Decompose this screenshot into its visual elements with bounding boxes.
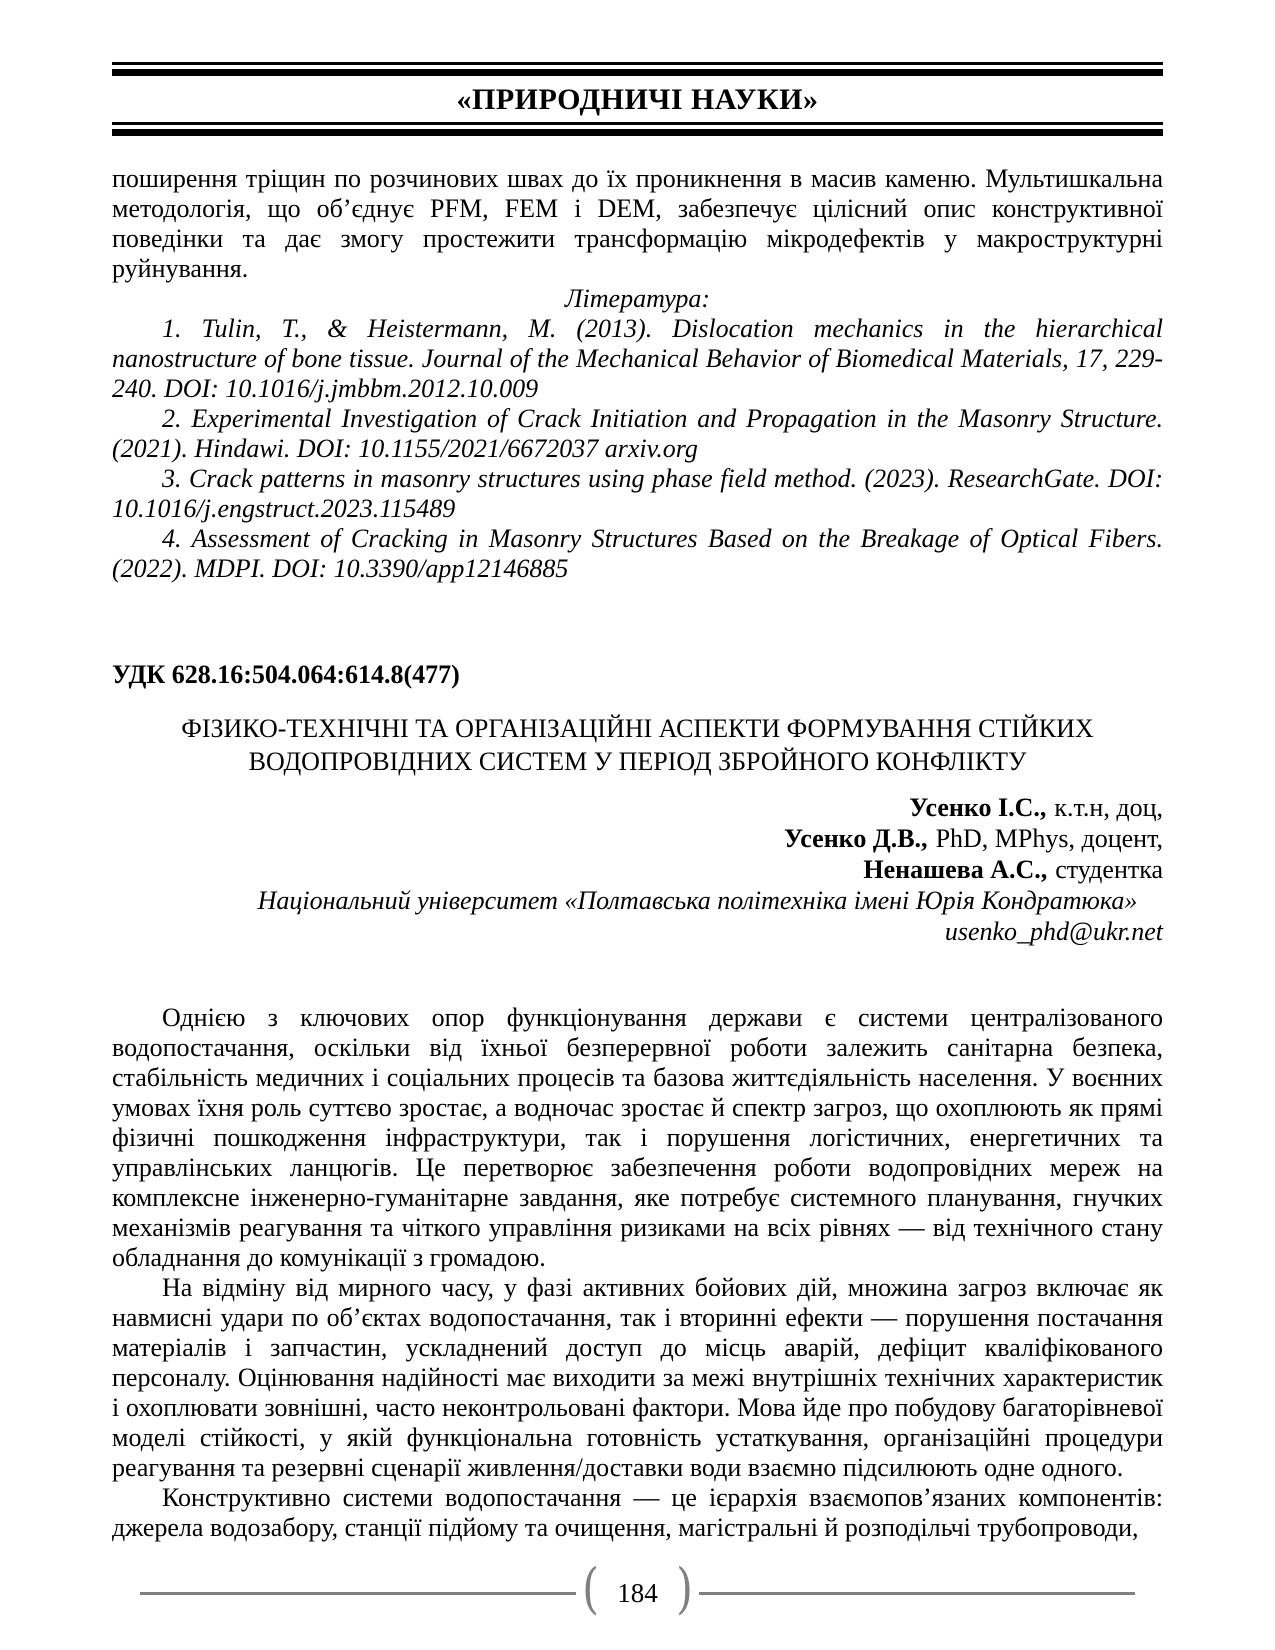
header-band: [112, 62, 1163, 136]
reference-item: 4. Assessment of Cracking in Masonry Structures Based on the Breakage of Optical Fibers. (2022). MDPI. DOI: 10.3390/app12146885: [112, 524, 1163, 583]
article-title-line: ВОДОПРОВІДНИХ СИСТЕМ У ПЕРІОД ЗБРОЙНОГО КОНФЛІКТУ: [248, 747, 1027, 776]
author-role: к.т.н, доц,: [1054, 793, 1163, 822]
header-rule-thin-top: [112, 62, 1163, 65]
body-paragraph: Однією з ключових опор функціонування держави є системи централізованого водопостачання, оскільки від їхньої безперервної роботи залежить санітарна безпека, стабільність медичних і соціальних процесів та базова життєдіяльність населення. У воєнних умовах їхня роль суттєво зростає, а водночас зростає й спектр загроз, що охоплюють як прямі фізичні пошкодження інфраструктури, так і порушення логістичних, енергетичних та управлінських ланцюгів. Це перетворює забезпечення роботи водопровідних мереж на комплексне інженерно-гуманітарне завдання, яке потребує системного планування, гнучких механізмів реагування та чіткого управління ризиками на всіх рівнях — від технічного стану обладнання до комунікації з громадою.: [112, 1003, 1163, 1272]
author-line: [112, 792, 1163, 823]
page-bracket-left-icon: (: [582, 1557, 600, 1620]
affiliation: Національний університет «Полтавська політехніка імені Юрія Кондратюка»: [257, 886, 1138, 915]
article-title: [112, 712, 1163, 778]
body-paragraph: На відміну від мирного часу, у фазі активних бойових дій, множина загроз включає як навмисні удари по об’єктах водопостачання, так і вторинні ефекти — порушення постачання матеріалів і запчастин, ускладнений доступ до місць аварій, дефіцит кваліфікованого персоналу. Оцінювання надійності має виходити за межі внутрішніх технічних характеристик і охоплювати зовнішні, часто неконтрольовані фактори. Мова йде про побудову багаторівневої моделі стійкості, у якій функціональна готовність устаткування, організаційні процедури реагування та резервні сценарії живлення/доставки води взаємно підсилюють одне одного.: [112, 1273, 1163, 1482]
email-address: usenko_phd@ukr.net: [944, 917, 1163, 946]
author-name: Ненашева А.С.,: [863, 855, 1048, 884]
header-rule-thick-bottom: [112, 129, 1163, 136]
literature-heading: Література:: [564, 284, 711, 313]
reference-item: 2. Experimental Investigation of Crack Initiation and Propagation in the Masonry Structure. (2021). Hindawi. DOI: 10.1155/2021/6672037 arxiv.org: [112, 404, 1163, 463]
footer-line-right: [699, 1592, 1135, 1595]
page-footer: [140, 1557, 1135, 1620]
author-role: PhD, MPhys, доцент,: [935, 824, 1163, 853]
author-line: [112, 823, 1163, 854]
article-body: [112, 1003, 1163, 1543]
body-paragraph: Конструктивно системи водопостачання — це ієрархія взаємопов’язаних компонентів: джерела водозабору, станції підйому та очищення, магістральні й розподільчі трубопроводи,: [112, 1483, 1163, 1542]
reference-item: 3. Crack patterns in masonry structures using phase field method. (2023). ResearchGate. DOI: 10.1016/j.engstruct.2023.115489: [112, 464, 1163, 523]
authors-block: [112, 792, 1163, 885]
header-rule-thin-bottom: [112, 122, 1163, 125]
header-rule-thick-top: [112, 69, 1163, 76]
section-title: «ПРИРОДНИЧІ НАУКИ»: [456, 83, 819, 116]
author-line: [112, 854, 1163, 885]
page-bracket-right-icon: ): [675, 1557, 693, 1620]
udc-code: УДК 628.16:504.064:614.8(477): [112, 660, 460, 689]
author-role: студентка: [1055, 855, 1163, 884]
page-number: 184: [617, 1577, 658, 1608]
author-name: Усенко Д.В.,: [784, 824, 928, 853]
footer-line-left: [140, 1592, 576, 1595]
reference-item: 1. Tulin, T., & Heistermann, M. (2013). Dislocation mechanics in the hierarchical nanostructure of bone tissue. Journal of the Mechanical Behavior of Biomedical Materials, 17, 229-240. DOI: 10.1016/j.jmbbm.2012.10.009: [112, 314, 1163, 403]
article-title-line: ФІЗИКО-ТЕХНІЧНІ ТА ОРГАНІЗАЦІЙНІ АСПЕКТИ ФОРМУВАННЯ СТІЙКИХ: [181, 714, 1094, 743]
author-name: Усенко І.С.,: [909, 793, 1047, 822]
intro-paragraph: поширення тріщин по розчинових швах до їх проникнення в масив каменю. Мультишкальна методологія, що об’єднує PFM, FEM і DEM, забезпечує цілісний опис конструктивної поведінки та дає змогу простежити трансформацію мікродефектів у макроструктурні руйнування.: [112, 164, 1163, 283]
